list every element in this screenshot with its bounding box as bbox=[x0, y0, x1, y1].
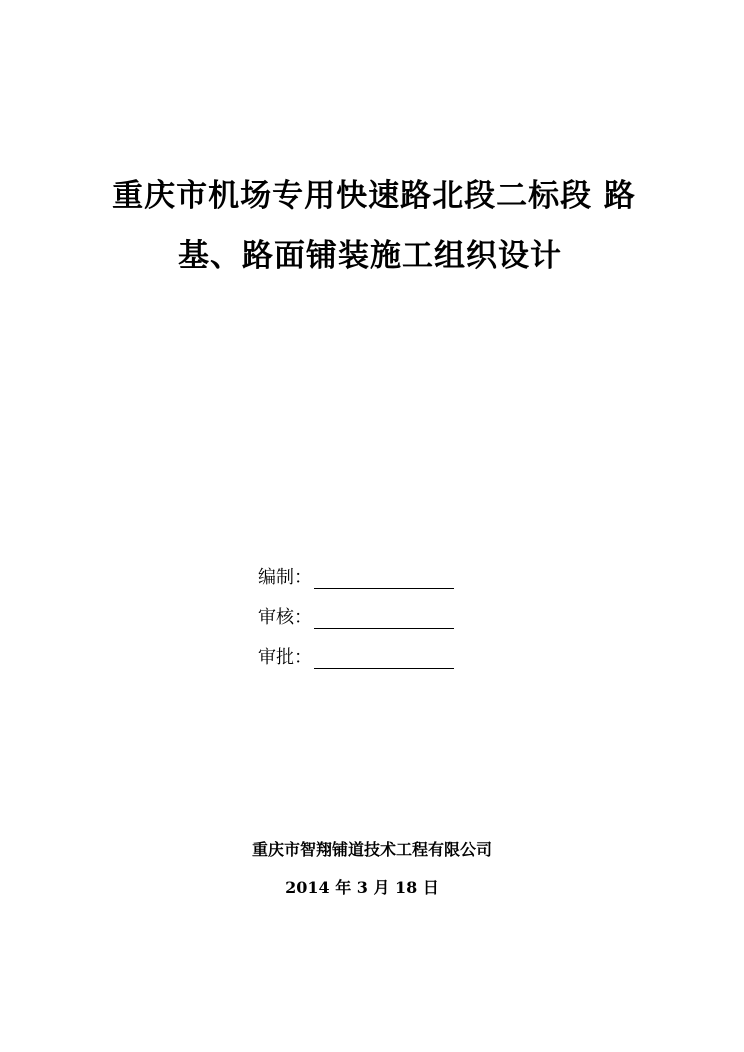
signature-line-compiled-by bbox=[314, 566, 454, 589]
document-date: 2014 年 3 月 18 日 bbox=[285, 878, 439, 897]
document-title-line-2: 基、路面铺装施工组织设计 bbox=[178, 238, 562, 274]
sign-row-approved-by bbox=[258, 646, 478, 686]
document-title-line-1: 重庆市机场专用快速路北段二标段 路 bbox=[112, 178, 636, 214]
sign-label-reviewed-by: 审核： bbox=[258, 607, 312, 628]
sign-row-reviewed-by bbox=[258, 606, 478, 646]
company-name: 重庆市智翔铺道技术工程有限公司 bbox=[251, 840, 492, 859]
signature-block bbox=[258, 566, 478, 686]
signature-line-reviewed-by bbox=[314, 606, 454, 629]
sign-label-compiled-by: 编制： bbox=[258, 567, 312, 588]
signature-line-approved-by bbox=[314, 646, 454, 669]
sign-label-approved-by: 审批： bbox=[258, 647, 312, 668]
sign-row-compiled-by bbox=[258, 566, 478, 606]
